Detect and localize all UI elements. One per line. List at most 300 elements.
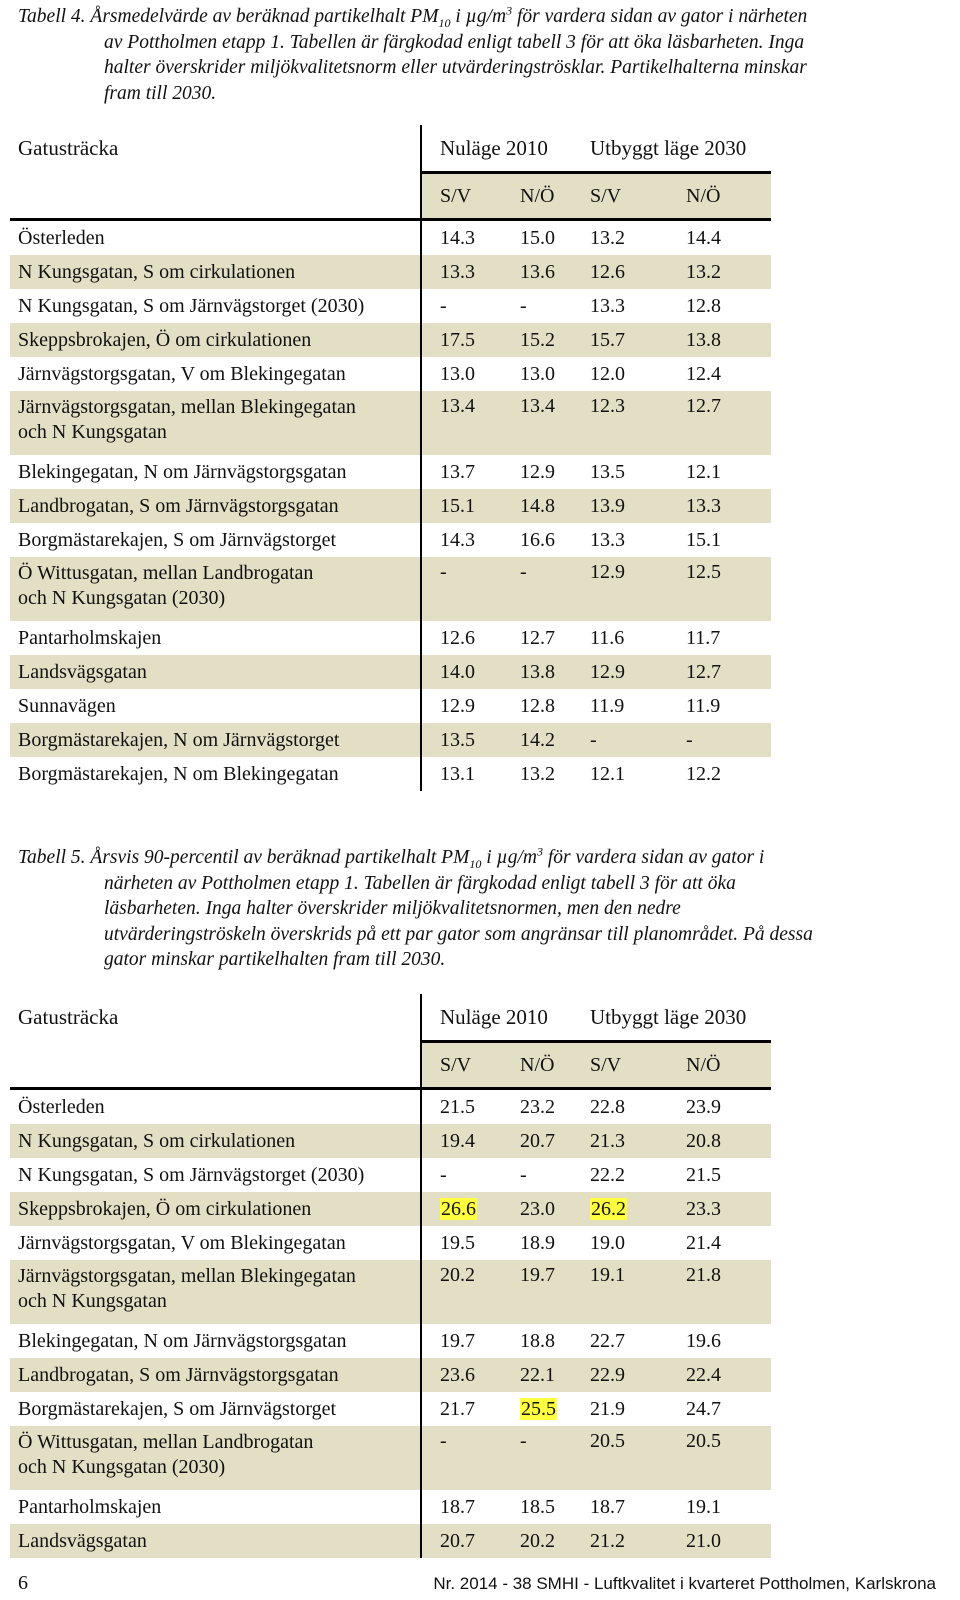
value-cell bbox=[520, 757, 588, 791]
value-cell bbox=[520, 1392, 588, 1426]
value: 12.6 bbox=[590, 260, 625, 283]
value: 19.1 bbox=[686, 1495, 721, 1518]
street-name-text: Ö Wittusgatan, mellan Landbrogatan bbox=[18, 1431, 314, 1453]
value: 12.8 bbox=[686, 294, 721, 317]
value: 23.0 bbox=[520, 1197, 555, 1220]
value: 14.0 bbox=[440, 660, 475, 683]
table5-caption-line: utvärderingströskeln överskrids på ett par gator som angränsar till planområdet. På dessa bbox=[104, 923, 813, 945]
value-cell bbox=[520, 1260, 588, 1324]
value-cell bbox=[684, 1392, 771, 1426]
value-cell bbox=[684, 391, 771, 455]
value-cell bbox=[520, 255, 588, 289]
value-cell bbox=[421, 323, 520, 357]
table5 bbox=[10, 994, 771, 1558]
value-cell bbox=[520, 1426, 588, 1490]
value-cell bbox=[421, 289, 520, 323]
table4-caption-line: halter överskrider miljökvalitetsnorm eller utvärderingströsklar. Partikelhalterna minskar bbox=[104, 57, 807, 78]
value-cell bbox=[421, 1089, 520, 1125]
table-row bbox=[10, 289, 771, 323]
value: 12.7 bbox=[686, 395, 721, 417]
street-name-text: N Kungsgatan, S om cirkulationen bbox=[18, 1129, 296, 1152]
value: 12.9 bbox=[440, 694, 475, 717]
value: 15.2 bbox=[520, 328, 555, 351]
street-name-text: Landsvägsgatan bbox=[18, 1529, 147, 1552]
value: 20.2 bbox=[520, 1529, 555, 1552]
value-cell bbox=[520, 689, 588, 723]
table4-caption-line: av Pottholmen etapp 1. Tabellen är färgkodad enligt tabell 3 för att öka läsbarheten. Inga bbox=[104, 31, 805, 53]
table5-caption bbox=[18, 845, 918, 973]
value: 15.1 bbox=[686, 528, 721, 551]
value: 20.5 bbox=[590, 1430, 625, 1452]
table-row bbox=[10, 523, 771, 557]
value-cell bbox=[520, 621, 588, 655]
street-name bbox=[10, 323, 421, 357]
value-cell bbox=[684, 723, 771, 757]
value: 17.5 bbox=[440, 328, 475, 351]
value: 21.5 bbox=[686, 1163, 721, 1186]
value-cell bbox=[421, 255, 520, 289]
value-cell bbox=[684, 1192, 771, 1226]
value: 22.4 bbox=[686, 1363, 721, 1386]
value: 12.2 bbox=[686, 762, 721, 785]
table-row bbox=[10, 1524, 771, 1558]
street-name-text: Skeppsbrokajen, Ö om cirkulationen bbox=[18, 328, 312, 351]
value: 13.4 bbox=[520, 395, 555, 417]
subheader-row bbox=[10, 173, 771, 220]
value: 15.7 bbox=[590, 328, 625, 351]
value: 23.6 bbox=[440, 1363, 475, 1386]
value-cell bbox=[684, 757, 771, 791]
value: 13.0 bbox=[440, 362, 475, 385]
value: - bbox=[520, 1163, 527, 1186]
street-name-text: N Kungsgatan, S om Järnvägstorget (2030) bbox=[18, 294, 365, 317]
street-name-text: Österleden bbox=[18, 1095, 105, 1118]
page-number: 6 bbox=[18, 1572, 28, 1594]
street-name-text: Blekingegatan, N om Järnvägstorgsgatan bbox=[18, 1329, 347, 1352]
value-cell bbox=[684, 455, 771, 489]
value-cell bbox=[684, 1324, 771, 1358]
highlighted-value: 25.5 bbox=[521, 1397, 556, 1420]
value: - bbox=[440, 561, 447, 583]
table-row bbox=[10, 455, 771, 489]
value: 13.8 bbox=[686, 328, 721, 351]
value-cell bbox=[520, 289, 588, 323]
street-name bbox=[10, 1124, 421, 1158]
street-name-text: Sunnavägen bbox=[18, 694, 116, 717]
street-name-text: Järnvägstorgsgatan, V om Blekingegatan bbox=[18, 1231, 346, 1254]
value: - bbox=[520, 294, 527, 317]
value: 13.9 bbox=[590, 494, 625, 517]
value: 15.0 bbox=[520, 226, 555, 249]
street-name bbox=[10, 557, 421, 621]
subheader-cell: N/Ö bbox=[684, 173, 771, 220]
table4 bbox=[10, 125, 771, 791]
table-row bbox=[10, 220, 771, 256]
value: 12.1 bbox=[590, 762, 625, 785]
value: 14.3 bbox=[440, 528, 475, 551]
value-cell bbox=[588, 1392, 684, 1426]
value: 13.5 bbox=[440, 728, 475, 751]
table-row bbox=[10, 1490, 771, 1524]
value: 12.0 bbox=[590, 362, 625, 385]
value: 14.2 bbox=[520, 728, 555, 751]
value: 13.3 bbox=[590, 294, 625, 317]
street-name-text-cont: och N Kungsgatan bbox=[18, 1290, 167, 1312]
value: 23.3 bbox=[686, 1197, 721, 1220]
table-row bbox=[10, 357, 771, 391]
subheader-cell: S/V bbox=[588, 173, 684, 220]
street-name-text: Borgmästarekajen, S om Järnvägstorget bbox=[18, 528, 337, 551]
table-row bbox=[10, 621, 771, 655]
value-cell bbox=[588, 1490, 684, 1524]
value: 13.7 bbox=[440, 460, 475, 483]
value-cell bbox=[520, 1158, 588, 1192]
value: 13.6 bbox=[520, 260, 555, 283]
value: 12.7 bbox=[520, 626, 555, 649]
value: 20.8 bbox=[686, 1129, 721, 1152]
value: 11.9 bbox=[686, 694, 721, 717]
street-name-text: Ö Wittusgatan, mellan Landbrogatan bbox=[18, 562, 314, 584]
value: 11.6 bbox=[590, 626, 625, 649]
table-row bbox=[10, 1260, 771, 1324]
value: 20.7 bbox=[520, 1129, 555, 1152]
table-row bbox=[10, 1392, 771, 1426]
value-cell bbox=[421, 1426, 520, 1490]
value-cell bbox=[520, 523, 588, 557]
table-row bbox=[10, 655, 771, 689]
street-name-text: Järnvägstorgsgatan, V om Blekingegatan bbox=[18, 362, 346, 385]
value: 16.6 bbox=[520, 528, 555, 551]
value-cell bbox=[520, 1192, 588, 1226]
street-name-text: Pantarholmskajen bbox=[18, 1495, 162, 1518]
table-row bbox=[10, 1124, 771, 1158]
street-name bbox=[10, 621, 421, 655]
value: 22.1 bbox=[520, 1363, 555, 1386]
street-name bbox=[10, 357, 421, 391]
column-header-period1: Nuläge 2010 bbox=[421, 125, 588, 173]
value-cell bbox=[684, 1358, 771, 1392]
value-cell bbox=[588, 621, 684, 655]
value-cell bbox=[588, 557, 684, 621]
value-cell bbox=[421, 1490, 520, 1524]
value: 21.7 bbox=[440, 1397, 475, 1420]
value: 12.5 bbox=[686, 561, 721, 583]
street-name bbox=[10, 1490, 421, 1524]
street-name-text: N Kungsgatan, S om Järnvägstorget (2030) bbox=[18, 1163, 365, 1186]
value-cell bbox=[520, 557, 588, 621]
value-cell bbox=[588, 1426, 684, 1490]
subheader-cell: N/Ö bbox=[520, 1042, 588, 1089]
value-cell bbox=[421, 1524, 520, 1558]
value: 19.1 bbox=[590, 1264, 625, 1286]
value: - bbox=[440, 1430, 447, 1452]
table-row bbox=[10, 391, 771, 455]
value: 13.3 bbox=[440, 260, 475, 283]
value: 20.5 bbox=[686, 1430, 721, 1452]
value: 12.9 bbox=[520, 460, 555, 483]
table5-caption-first-line: Tabell 5. Årsvis 90-percentil av beräknad partikelhalt $PM_{10}$ i $\mu g/m^3$ för vardera sidan av gator i bbox=[18, 844, 765, 871]
value-cell bbox=[684, 489, 771, 523]
table4-caption-line: fram till 2030. bbox=[104, 82, 217, 104]
value-cell bbox=[520, 357, 588, 391]
value-cell bbox=[588, 489, 684, 523]
table-row bbox=[10, 557, 771, 621]
value: 12.4 bbox=[686, 362, 721, 385]
value-cell bbox=[421, 689, 520, 723]
value: 19.5 bbox=[440, 1231, 475, 1254]
value-cell bbox=[588, 1158, 684, 1192]
street-name-text: Borgmästarekajen, S om Järnvägstorget bbox=[18, 1397, 337, 1420]
street-name-text: Landbrogatan, S om Järnvägstorgsgatan bbox=[18, 1363, 339, 1386]
subheader-cell: N/Ö bbox=[520, 173, 588, 220]
column-header-period2: Utbyggt läge 2030 bbox=[590, 1004, 747, 1029]
value-cell bbox=[421, 391, 520, 455]
value-cell bbox=[421, 1392, 520, 1426]
table5-caption-line: gator minskar partikelhalten fram till 2030. bbox=[104, 949, 446, 970]
header-row bbox=[10, 994, 771, 1042]
table-row bbox=[10, 489, 771, 523]
value-cell bbox=[520, 655, 588, 689]
street-name bbox=[10, 1089, 421, 1125]
value-cell bbox=[588, 255, 684, 289]
value: 22.2 bbox=[590, 1163, 625, 1186]
street-name-text: Borgmästarekajen, N om Järnvägstorget bbox=[18, 728, 340, 751]
street-name bbox=[10, 1524, 421, 1558]
street-name-text: Blekingegatan, N om Järnvägstorgsgatan bbox=[18, 460, 347, 483]
value: 21.3 bbox=[590, 1129, 625, 1152]
value: 21.4 bbox=[686, 1231, 721, 1254]
value: - bbox=[440, 294, 447, 317]
street-name-text: Skeppsbrokajen, Ö om cirkulationen bbox=[18, 1197, 312, 1220]
value: 12.7 bbox=[686, 660, 721, 683]
street-name bbox=[10, 757, 421, 791]
value-cell bbox=[421, 1192, 520, 1226]
value-cell bbox=[684, 220, 771, 256]
street-name-text: Pantarholmskajen bbox=[18, 626, 162, 649]
table-row bbox=[10, 255, 771, 289]
street-name-text: N Kungsgatan, S om cirkulationen bbox=[18, 260, 296, 283]
value: - bbox=[520, 1430, 527, 1452]
value-cell bbox=[684, 255, 771, 289]
table-row bbox=[10, 323, 771, 357]
street-name bbox=[10, 1158, 421, 1192]
value: 13.3 bbox=[590, 528, 625, 551]
street-name-text: Järnvägstorgsgatan, mellan Blekingegatan bbox=[18, 396, 356, 418]
value: 20.2 bbox=[440, 1264, 475, 1286]
header-row bbox=[10, 125, 771, 173]
value-cell bbox=[421, 655, 520, 689]
value-cell bbox=[520, 1524, 588, 1558]
value: 15.1 bbox=[440, 494, 475, 517]
value: 18.7 bbox=[440, 1495, 475, 1518]
value: 11.7 bbox=[686, 626, 721, 649]
value-cell bbox=[684, 357, 771, 391]
value: 13.8 bbox=[520, 660, 555, 683]
value: 12.9 bbox=[590, 561, 625, 583]
value-cell bbox=[421, 220, 520, 256]
highlighted-value: 26.6 bbox=[441, 1197, 476, 1220]
value-cell bbox=[684, 1426, 771, 1490]
value-cell bbox=[520, 455, 588, 489]
street-name-text-cont: och N Kungsgatan (2030) bbox=[18, 587, 226, 609]
column-header-street: Gatusträcka bbox=[18, 136, 119, 161]
value: 12.1 bbox=[686, 460, 721, 483]
value-cell bbox=[421, 621, 520, 655]
value-cell bbox=[684, 1124, 771, 1158]
value-cell bbox=[520, 723, 588, 757]
value-cell bbox=[421, 723, 520, 757]
value: 14.3 bbox=[440, 226, 475, 249]
value: 18.8 bbox=[520, 1329, 555, 1352]
street-name bbox=[10, 255, 421, 289]
value: 24.7 bbox=[686, 1397, 721, 1420]
value-cell bbox=[684, 289, 771, 323]
street-name bbox=[10, 1192, 421, 1226]
value: - bbox=[590, 728, 597, 751]
value-cell bbox=[588, 1226, 684, 1260]
value-cell bbox=[588, 1358, 684, 1392]
street-name-text-cont: och N Kungsgatan bbox=[18, 421, 167, 443]
value: 13.0 bbox=[520, 362, 555, 385]
value-cell bbox=[588, 523, 684, 557]
column-header-period2: Utbyggt läge 2030 bbox=[590, 135, 747, 160]
value-cell bbox=[520, 1124, 588, 1158]
value-cell bbox=[520, 1358, 588, 1392]
value-cell bbox=[588, 1324, 684, 1358]
value: 21.5 bbox=[440, 1095, 475, 1118]
value: 19.7 bbox=[440, 1329, 475, 1352]
street-name bbox=[10, 1324, 421, 1358]
table4-caption bbox=[18, 4, 918, 106]
value: 22.7 bbox=[590, 1329, 625, 1352]
value: 12.3 bbox=[590, 395, 625, 417]
subheader-cell: S/V bbox=[421, 1042, 520, 1089]
value-cell bbox=[520, 489, 588, 523]
value: 18.7 bbox=[590, 1495, 625, 1518]
value: 21.0 bbox=[686, 1529, 721, 1552]
value-cell bbox=[520, 323, 588, 357]
value-cell bbox=[520, 1226, 588, 1260]
value: - bbox=[440, 1163, 447, 1186]
table5-caption-line: läsbarheten. Inga halter överskrider miljökvalitetsnormen, men den nedre bbox=[104, 898, 681, 919]
value-cell bbox=[684, 1490, 771, 1524]
value-cell bbox=[684, 1226, 771, 1260]
value-cell bbox=[588, 1192, 684, 1226]
subheader-cell: S/V bbox=[588, 1042, 684, 1089]
value-cell bbox=[588, 391, 684, 455]
subheader-blank bbox=[10, 1042, 421, 1089]
value-cell bbox=[684, 557, 771, 621]
value: - bbox=[686, 728, 693, 751]
column-header-street: Gatusträcka bbox=[18, 1005, 119, 1030]
street-name-text: Järnvägstorgsgatan, mellan Blekingegatan bbox=[18, 1265, 356, 1287]
value: 11.9 bbox=[590, 694, 625, 717]
value: 19.4 bbox=[440, 1129, 475, 1152]
value: 19.0 bbox=[590, 1231, 625, 1254]
value: 13.1 bbox=[440, 762, 475, 785]
value-cell bbox=[588, 323, 684, 357]
value: 19.7 bbox=[520, 1264, 555, 1286]
table-row bbox=[10, 1226, 771, 1260]
value-cell bbox=[684, 1089, 771, 1125]
street-name-text: Landsvägsgatan bbox=[18, 660, 147, 683]
value-cell bbox=[421, 1260, 520, 1324]
value-cell bbox=[684, 689, 771, 723]
street-name bbox=[10, 289, 421, 323]
value: 13.4 bbox=[440, 395, 475, 417]
table-row bbox=[10, 723, 771, 757]
value-cell bbox=[421, 557, 520, 621]
value-cell bbox=[421, 1358, 520, 1392]
subheader-row bbox=[10, 1042, 771, 1089]
value: 21.9 bbox=[590, 1397, 625, 1420]
value-cell bbox=[421, 1158, 520, 1192]
subheader-blank bbox=[10, 173, 421, 220]
value-cell bbox=[421, 357, 520, 391]
street-name bbox=[10, 723, 421, 757]
street-name bbox=[10, 689, 421, 723]
value-cell bbox=[588, 357, 684, 391]
value-cell bbox=[520, 1089, 588, 1125]
value-cell bbox=[421, 1124, 520, 1158]
value-cell bbox=[588, 1124, 684, 1158]
value: 13.2 bbox=[590, 226, 625, 249]
value: 12.9 bbox=[590, 660, 625, 683]
value-cell bbox=[421, 489, 520, 523]
street-name bbox=[10, 655, 421, 689]
street-name bbox=[10, 523, 421, 557]
value-cell bbox=[588, 757, 684, 791]
value-cell bbox=[421, 1226, 520, 1260]
subheader-cell: S/V bbox=[421, 173, 520, 220]
table-row bbox=[10, 1324, 771, 1358]
value: 22.9 bbox=[590, 1363, 625, 1386]
value: 23.9 bbox=[686, 1095, 721, 1118]
table-row bbox=[10, 1358, 771, 1392]
value-cell bbox=[421, 1324, 520, 1358]
value: 18.5 bbox=[520, 1495, 555, 1518]
column-header-period1: Nuläge 2010 bbox=[421, 994, 588, 1042]
street-name bbox=[10, 455, 421, 489]
value-cell bbox=[684, 523, 771, 557]
value-cell bbox=[520, 1324, 588, 1358]
street-name bbox=[10, 1392, 421, 1426]
value-cell bbox=[520, 1490, 588, 1524]
value: 18.9 bbox=[520, 1231, 555, 1254]
street-name bbox=[10, 1226, 421, 1260]
highlighted-value: 26.2 bbox=[591, 1197, 626, 1220]
value: 21.2 bbox=[590, 1529, 625, 1552]
value-cell bbox=[421, 455, 520, 489]
street-name bbox=[10, 1426, 421, 1490]
value: 12.8 bbox=[520, 694, 555, 717]
table4-caption-first-line: Tabell 4. Årsmedelvärde av beräknad partikelhalt $PM_{10}$ i $\mu g/m^3$ för vardera sidan av gator i närheten bbox=[18, 3, 808, 30]
value: 21.8 bbox=[686, 1264, 721, 1286]
value-cell bbox=[684, 1158, 771, 1192]
value: 12.6 bbox=[440, 626, 475, 649]
street-name-text: Landbrogatan, S om Järnvägstorgsgatan bbox=[18, 494, 339, 517]
value-cell bbox=[684, 1260, 771, 1324]
table5-caption-line: närheten av Pottholmen etapp 1. Tabellen är färgkodad enligt tabell 3 för att öka bbox=[104, 872, 736, 894]
value-cell bbox=[520, 391, 588, 455]
value-cell bbox=[588, 1089, 684, 1125]
table-row bbox=[10, 689, 771, 723]
value-cell bbox=[421, 523, 520, 557]
street-name bbox=[10, 489, 421, 523]
value-cell bbox=[588, 1524, 684, 1558]
value: 13.2 bbox=[520, 762, 555, 785]
value: 20.7 bbox=[440, 1529, 475, 1552]
